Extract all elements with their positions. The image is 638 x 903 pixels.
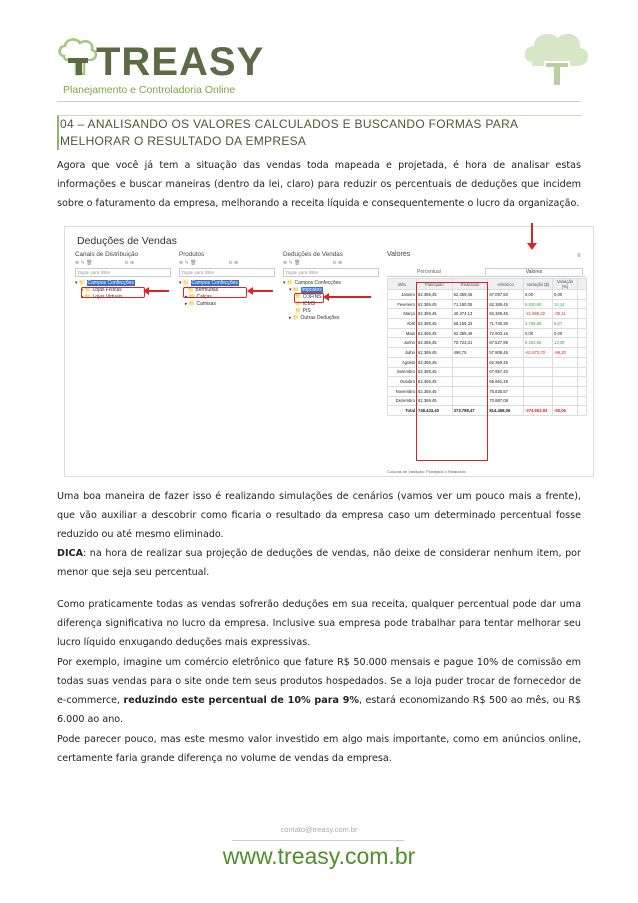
table-cell: Total <box>388 406 417 416</box>
tree-item[interactable]: 📁 PIS <box>295 308 311 314</box>
p4-text-a: Por exemplo, imagine um comércio eletrônico que fature R$ 50.000 mensais e pague 10% de comissão em todas suas vendas para o site onde tem seus produtos hospedados. Se a loja puder trocar de fornecedor de e-commerce, <box>57 657 581 706</box>
col-planejado[interactable]: Planejado <box>417 279 453 290</box>
panel-deducoes-toolbar: ⊕ ✎ 🗑 ⊖ ⊕ <box>283 260 343 266</box>
table-cell: 62.369,45 <box>417 348 453 358</box>
header <box>0 0 638 100</box>
panel-produtos <box>179 251 279 307</box>
table-cell: 40.474,13 <box>452 309 488 319</box>
table-cell: Setembro <box>388 367 417 377</box>
table-cell: 62.369,45 <box>417 299 453 309</box>
table-cell-extra <box>578 328 587 338</box>
table-cell: 3.785,88 <box>524 319 553 329</box>
table-cell <box>524 386 553 396</box>
tree-item[interactable]: 📁 Bermudas <box>185 287 219 293</box>
dica-label: DICA <box>57 548 83 559</box>
table-cell: 62.369,45 <box>417 377 453 387</box>
tree-logo-icon <box>58 38 98 76</box>
table-cell: Maio <box>388 328 417 338</box>
table-cell: -374.652,93 <box>524 406 553 416</box>
table-cell: 62.369,45 <box>417 319 453 329</box>
table-cell-extra <box>578 357 587 367</box>
table-cell: 62.369,45 <box>488 299 524 309</box>
table-cell: 0,00 <box>553 290 578 300</box>
table-cell <box>524 357 553 367</box>
red-arrow-deducoes <box>329 296 371 298</box>
table-cell: 70.887,08 <box>488 396 524 406</box>
panel-canais-toolbar: ⊕ ✎ 🗑 ⊖ ⊕ <box>75 260 135 266</box>
table-cell-extra <box>578 406 587 416</box>
table-cell: Agosto <box>388 357 417 367</box>
panel-canais-title: Canais de Distribuição <box>75 251 138 258</box>
highlight-box-columns <box>416 282 488 461</box>
tree-item[interactable]: ▸ 📁 Camisas <box>185 301 216 307</box>
table-cell: 8.820,60 <box>524 299 553 309</box>
table-cell-extra <box>578 396 587 406</box>
brand-name: TREASY <box>96 40 265 84</box>
footer-divider <box>232 840 404 841</box>
table-cell: 62.369,45 <box>452 290 488 300</box>
table-cell: 14,14 <box>553 299 578 309</box>
tree-item[interactable]: ▾ 📁 Campos Confecções <box>179 280 238 286</box>
col-historico[interactable]: Histórico <box>488 279 524 290</box>
table-cell: -35,11 <box>553 309 578 319</box>
table-cell <box>524 396 553 406</box>
table-cell: -50,06 <box>553 406 578 416</box>
panel-deducoes <box>283 251 383 321</box>
table-cell: Outubro <box>388 377 417 387</box>
panel-produtos-title: Produtos <box>179 251 205 258</box>
table-cell: -99,20 <box>553 348 578 358</box>
table-cell: 62.369,45 <box>417 357 453 367</box>
tree-item[interactable]: ▾ 📁 Campos Confecções <box>75 280 134 286</box>
table-cell: 0,00 <box>524 328 553 338</box>
table-cell <box>553 357 578 367</box>
red-arrowhead-produtos <box>247 287 253 295</box>
table-cell <box>553 396 578 406</box>
panel-produtos-toolbar: ⊕ ✎ 🗑 ⊖ ⊕ <box>179 260 239 266</box>
table-cell: 62.369,45 <box>417 328 453 338</box>
paragraph-1: Uma boa maneira de fazer isso é realizando simulações de cenários (vamos ver um pouco mais a frente), que vão auxiliar a descobrir como ficaria o resultado da empresa caso um determinado percentual fosse reduzido ou até mesmo eliminado. <box>57 491 581 540</box>
table-cell: 62.369,45 <box>417 338 453 348</box>
table-cell: 62.369,45 <box>417 309 453 319</box>
table-cell: Abril <box>388 319 417 329</box>
paragraph-dica <box>57 544 581 582</box>
table-cell: -61.872,70 <box>524 348 553 358</box>
produtos-filter-input[interactable]: Digite para filtrar <box>179 268 275 277</box>
table-cell: Fevereiro <box>388 299 417 309</box>
col-variacao-abs[interactable]: Variação ($) <box>524 279 553 290</box>
table-cell: 62.369,45 <box>417 290 453 300</box>
highlight-box-produtos <box>183 287 247 298</box>
col-realizado[interactable]: Realizado <box>452 279 488 290</box>
table-cell: 0,00 <box>553 328 578 338</box>
highlight-box-canais <box>81 287 145 298</box>
deducoes-filter-input[interactable]: Digite para filtrar <box>283 268 379 277</box>
highlight-box-deducoes <box>294 293 324 303</box>
table-cell: 67.057,50 <box>488 290 524 300</box>
table-cell: 8.353,86 <box>524 338 553 348</box>
table-cell: 67.957,40 <box>488 367 524 377</box>
table-cell-extra <box>578 367 587 377</box>
table-cell-extra <box>578 386 587 396</box>
table-cell: 496,75 <box>452 348 488 358</box>
valores-title: Valores <box>387 251 411 258</box>
paragraph-3: Como praticamente todas as vendas sofrerão deduções em sua receita, qualquer percentual pode dar uma diferença significativa no lucro da empresa. Inclusive sua empresa pode trabalhar para tentar melhorar seu lucro líquido enxugando deduções mais expressivas. <box>57 599 581 648</box>
tree-item[interactable]: ▾ 📁 Campos Confecções <box>283 280 341 286</box>
table-cell: 62.369,45 <box>488 357 524 367</box>
table-cell: 66.155,33 <box>452 319 488 329</box>
table-cell: Novembro <box>388 386 417 396</box>
table-cell: Março <box>388 309 417 319</box>
table-cell <box>553 377 578 387</box>
table-cell <box>524 377 553 387</box>
panel-deducoes-title: Deduções de Vendas <box>283 251 343 258</box>
table-cell-extra <box>578 309 587 319</box>
table-cell: 6,07 <box>553 319 578 329</box>
table-cell: 748.433,40 <box>417 406 453 416</box>
paragraph-4 <box>57 653 581 729</box>
table-cell: 62.369,45 <box>417 367 453 377</box>
table-cell: Julho <box>388 348 417 358</box>
table-cell: 75.835,57 <box>488 386 524 396</box>
screenshot-title: Deduções de Vendas <box>77 235 177 247</box>
footer-email[interactable]: contato@treasy.com.br <box>280 825 358 834</box>
table-cell: 67.527,99 <box>488 338 524 348</box>
table-cell-extra <box>578 377 587 387</box>
paragraph-5: Pode parecer pouco, mas este mesmo valor investido em algo mais importante, como em anúncios online, certamente faria grande diferença no volume de vendas da empresa. <box>57 734 581 764</box>
red-arrowhead-valores <box>527 243 537 250</box>
red-arrowhead-canais <box>143 287 149 295</box>
table-cell-extra <box>578 290 587 300</box>
table-cell: 62.369,45 <box>452 328 488 338</box>
brand-tagline: Planejamento e Controladoria Online <box>63 84 236 96</box>
section-title-box <box>57 115 582 150</box>
header-divider <box>57 101 581 102</box>
table-cell <box>524 367 553 377</box>
menu-icon[interactable]: ≡ <box>577 253 581 259</box>
table-cell-extra <box>578 319 587 329</box>
tree-item[interactable]: ▸ 📁 Outras Deduções <box>289 315 340 321</box>
table-cell: Junho <box>388 338 417 348</box>
tab-percentual[interactable]: Percentual <box>417 269 441 275</box>
table-cell-extra <box>578 348 587 358</box>
intro-paragraph: Agora que você já tem a situação das vendas toda mapeada e projetada, é hora de analisar estas informações e buscar maneiras (dentro da lei, claro) para reduzir os percentuais de deduções que incidem sobre o faturamento da empresa, melhorando a receita líquida e consequentemente o lucro da organização. <box>57 160 581 209</box>
table-cell: -21.895,32 <box>524 309 553 319</box>
red-arrow-valores <box>531 223 533 245</box>
table-cell <box>553 386 578 396</box>
table-cell: 71.190,05 <box>452 299 488 309</box>
table-cell: 70.723,31 <box>452 338 488 348</box>
table-cell: 62.369,45 <box>488 309 524 319</box>
p4-bold: reduzindo este percentual de 10% para 9% <box>123 695 359 706</box>
section-title: 04 – ANALISANDO OS VALORES CALCULADOS E BUSCANDO FORMAS PARA MELHORAR O RESULTADO DA EMPRESA <box>60 117 518 148</box>
tree-item[interactable]: ▸ 📁 Lojas Virtuais <box>81 294 123 300</box>
valores-footer[interactable]: Colunas de Variação: Planejado x Realizado <box>387 469 466 474</box>
tree-item[interactable]: 📁 COFINS <box>295 294 322 300</box>
col-mes[interactable]: Mês <box>388 279 417 290</box>
canais-filter-input[interactable]: Digite para filtrar <box>75 268 171 277</box>
col-variacao-pct[interactable]: Variação (%) <box>553 279 578 290</box>
footer-url-link[interactable]: www.treasy.com.br <box>222 843 416 869</box>
tree-item[interactable]: ▸ 📁 Calças <box>185 294 212 300</box>
table-cell-extra <box>578 338 587 348</box>
table-cell: 57.808,45 <box>488 348 524 358</box>
app-screenshot <box>64 226 594 477</box>
table-cell: 71.740,36 <box>488 319 524 329</box>
table-cell-extra <box>578 299 587 309</box>
table-cell <box>553 367 578 377</box>
red-arrowhead-deducoes <box>323 293 329 301</box>
tab-valores[interactable]: Valores <box>485 268 583 275</box>
table-cell: 0,00 <box>524 290 553 300</box>
p4-text-b: , estará economizando R$ 500 ao mês, ou R$ 6.000 ao ano. <box>57 695 581 725</box>
tree-item[interactable]: 📁 ICMS <box>295 301 316 307</box>
table-cell: 72.903,16 <box>488 328 524 338</box>
table-cell: 62.369,45 <box>417 386 453 396</box>
valores-tabs <box>387 268 585 277</box>
table-cell: 13,39 <box>553 338 578 348</box>
tree-item[interactable]: ▾ 📁 Impostos <box>289 287 322 293</box>
table-cell: 814.458,06 <box>488 406 524 416</box>
tree-item[interactable]: ▸ 📁 Lojas Físicas <box>81 287 122 293</box>
col-extra <box>578 279 587 290</box>
table-cell: Janeiro <box>388 290 417 300</box>
dica-text: : na hora de realizar sua projeção de deduções de vendas, não deixe de considerar nenhum item, por menor que seja seu percentual. <box>57 548 581 578</box>
table-cell: 62.369,45 <box>417 396 453 406</box>
large-tree-icon <box>522 30 592 88</box>
panel-valores <box>387 251 587 474</box>
table-cell: Dezembro <box>388 396 417 406</box>
table-cell: 373.788,47 <box>452 406 488 416</box>
table-cell: 65.951,48 <box>488 377 524 387</box>
